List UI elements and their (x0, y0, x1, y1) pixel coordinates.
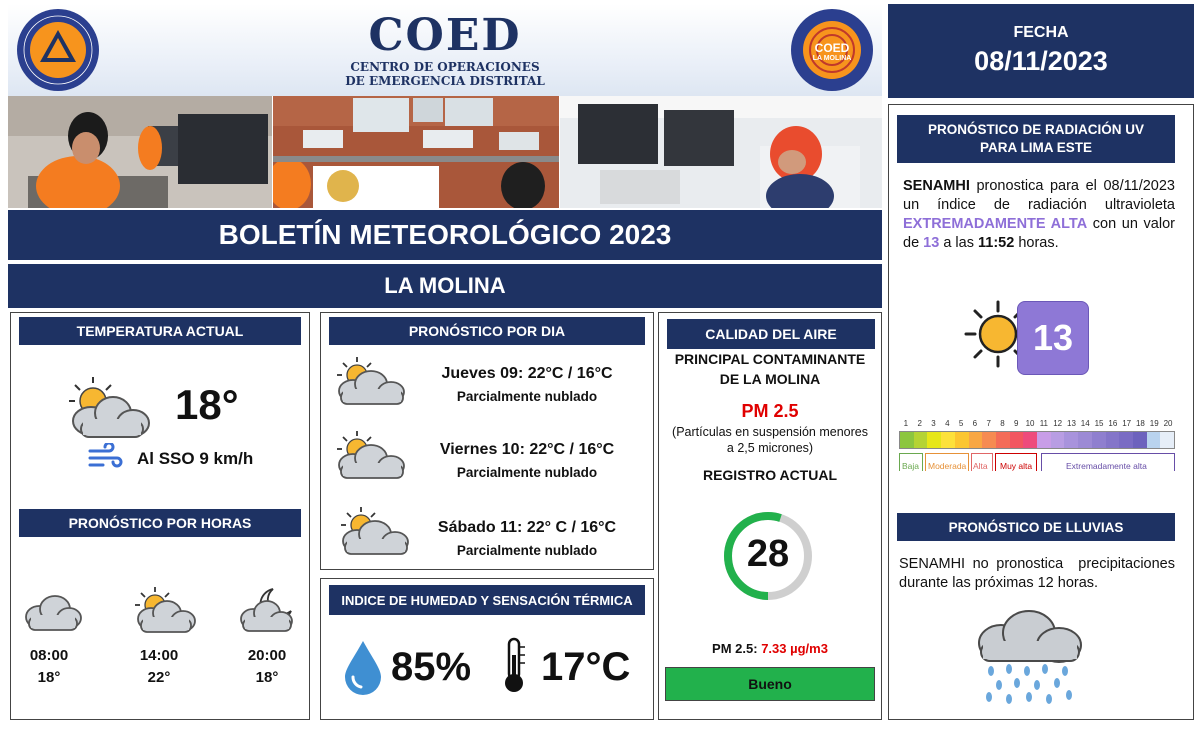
uv-legend-alta (971, 453, 993, 471)
coed-subtitle-1: CENTRO DE OPERACIONES (350, 60, 540, 74)
thermometer-icon (501, 637, 527, 695)
uv-scale-number: 17 (1122, 419, 1132, 428)
uv-legend-moderada (925, 453, 969, 471)
photo-control-room (273, 96, 559, 208)
pm-reading (659, 641, 881, 656)
night-cloudy-icon (235, 585, 297, 635)
air-quality-status: Bueno (665, 667, 875, 701)
aqi-value: 28 (746, 533, 790, 575)
uv-scale (895, 417, 1177, 477)
uv-scale-cell (1106, 432, 1120, 448)
uv-scale-cell (1133, 432, 1147, 448)
rain-text: SENAMHI no pronostica precipitaciones durante las próximas 12 horas. (899, 556, 1180, 591)
uv-scale-cell (1010, 432, 1024, 448)
uv-scale-number: 20 (1163, 419, 1173, 428)
hourly-temp-2: 22° (147, 669, 171, 686)
uv-rain-panel (888, 104, 1194, 720)
daily-title-1: Jueves 09: 22°C / 16°C (441, 365, 613, 382)
hourly-time-2: 14:00 (139, 647, 179, 664)
uv-scale-cell (1147, 432, 1161, 448)
uv-legend-extrema-text: Extremadamente alta (1066, 461, 1147, 471)
coed-subtitle-2: DE EMERGENCIA DISTRITAL (345, 74, 545, 88)
water-drop-icon (343, 639, 383, 695)
aqi-gauge (721, 509, 815, 603)
uv-scale-cell (1051, 432, 1065, 448)
wind-text: Al SSO 9 km/h (137, 449, 254, 468)
uv-desc-senamhi: SENAMHI (903, 178, 970, 194)
hourly-cloudy-icon (19, 593, 85, 633)
coed-logo (790, 8, 874, 92)
uv-index-badge: 13 (1017, 301, 1089, 375)
uv-scale-number: 13 (1067, 419, 1076, 428)
uv-desc-a: pronostica para el 08/11/2023 un índice de radiación ultravioleta (903, 178, 1175, 213)
pollutant-name: PM 2.5 (741, 401, 799, 421)
pollutant-desc-2: a 2,5 micrones) (726, 441, 814, 455)
uv-scale-number: 18 (1135, 419, 1145, 428)
photo-operators (8, 96, 272, 208)
uv-scale-bar (899, 431, 1175, 449)
uv-legend-baja (899, 453, 923, 471)
daily-desc-2: Parcialmente nublado (456, 465, 598, 480)
feels-like-value: 17°C (541, 645, 631, 689)
uv-legend-baja-text: Baja (902, 461, 920, 471)
pollutant-desc-1: (Partículas en suspensión menores (672, 425, 868, 439)
daily-forecast-panel (320, 312, 654, 570)
uv-scale-number: 8 (1000, 419, 1005, 428)
current-registry-label: REGISTRO ACTUAL (702, 467, 838, 483)
uv-header-2: PARA LIMA ESTE (979, 140, 1092, 155)
uv-scale-number: 10 (1025, 419, 1035, 428)
temperature-panel (10, 312, 310, 720)
uv-scale-cell (914, 432, 928, 448)
uv-desc-c: a las (939, 235, 978, 251)
uv-scale-cell (982, 432, 996, 448)
uv-scale-cell (969, 432, 983, 448)
current-temperature: 18° (175, 381, 239, 428)
uv-scale-number: 19 (1149, 419, 1159, 428)
humidity-value: 85% (391, 645, 472, 689)
uv-desc-level: EXTREMADAMENTE ALTA (903, 216, 1088, 232)
hourly-time-1: 08:00 (29, 647, 69, 664)
uv-scale-cell (1078, 432, 1092, 448)
uv-scale-cell (1037, 432, 1051, 448)
uv-scale-cell (1064, 432, 1078, 448)
uv-legend-extrema (1041, 453, 1175, 471)
uv-scale-number: 12 (1053, 419, 1063, 428)
daily-icon-1 (331, 355, 411, 407)
uv-scale-number: 16 (1108, 419, 1118, 428)
uv-header-1: PRONÓSTICO DE RADIACIÓN UV (927, 122, 1144, 137)
temperature-header: TEMPERATURA ACTUAL (19, 317, 301, 345)
daily-desc-3: Parcialmente nublado (456, 543, 598, 558)
air-quality-panel (658, 312, 882, 720)
uv-scale-numbers (899, 419, 1175, 431)
uv-scale-cell (1092, 432, 1106, 448)
uv-scale-number: 9 (1014, 419, 1019, 428)
date-value: 08/11/2023 (974, 46, 1108, 76)
pm-value: 7.33 µg/m3 (761, 641, 828, 656)
daily-title-3: Sábado 11: 22° C / 16°C (437, 519, 617, 536)
humidity-header: INDICE DE HUMEDAD Y SENSACIÓN TÉRMICA (329, 585, 645, 615)
daily-icon-3 (335, 505, 415, 557)
daily-desc-1: Parcialmente nublado (456, 389, 598, 404)
rain-header: PRONÓSTICO DE LLUVIAS (897, 513, 1175, 541)
uv-scale-number: 6 (972, 419, 978, 428)
hourly-header: PRONÓSTICO POR HORAS (19, 509, 301, 537)
pm-label: PM 2.5: (712, 641, 758, 656)
district-title: LA MOLINA (8, 264, 882, 308)
uv-legend-alta-text: Alta (973, 461, 988, 471)
partly-cloudy-icon (61, 375, 153, 441)
uv-scale-number: 7 (986, 419, 991, 428)
uv-scale-cell (927, 432, 941, 448)
daily-icon-2 (331, 429, 411, 481)
hourly-partly-cloudy-icon (129, 585, 199, 635)
uv-desc-time: 11:52 (978, 235, 1015, 251)
uv-scale-number: 2 (917, 419, 922, 428)
date-label: FECHA (1013, 24, 1069, 41)
hourly-temp-1: 18° (37, 669, 61, 686)
uv-header (897, 115, 1175, 163)
coed-logo-text: COED (814, 41, 850, 55)
coed-logo-sub: LA MOLINA (812, 55, 852, 62)
uv-legend-moderada-text: Moderada (928, 461, 967, 471)
uv-scale-cell (996, 432, 1010, 448)
uv-scale-number: 15 (1094, 419, 1104, 428)
uv-scale-number: 5 (958, 419, 964, 428)
uv-desc-b: con un valor de (903, 216, 1175, 251)
uv-scale-cell (955, 432, 969, 448)
uv-scale-number: 11 (1039, 419, 1049, 428)
humidity-panel (320, 578, 654, 720)
uv-scale-number: 4 (945, 419, 950, 428)
uv-scale-number: 1 (903, 419, 909, 428)
header-banner (8, 4, 882, 96)
rain-cloud-icon (971, 609, 1087, 705)
daily-header: PRONÓSTICO POR DIA (329, 317, 645, 345)
date-box (888, 4, 1194, 98)
principal-contaminant-1: PRINCIPAL CONTAMINANTE (674, 351, 866, 367)
uv-scale-number: 14 (1080, 419, 1090, 428)
bulletin-title: BOLETÍN METEOROLÓGICO 2023 (8, 210, 882, 260)
hourly-time-3: 20:00 (247, 647, 287, 664)
uv-desc-value: 13 (923, 235, 940, 251)
uv-desc-d: horas. (1014, 235, 1059, 251)
daily-title-2: Viernes 10: 22°C / 16°C (439, 441, 615, 458)
uv-description (903, 177, 1175, 253)
principal-contaminant-2: DE LA MOLINA (719, 371, 821, 387)
hourly-temp-3: 18° (255, 669, 279, 686)
uv-scale-cell (1023, 432, 1037, 448)
coed-title: COED (368, 10, 522, 61)
uv-legend-muy-alta (995, 453, 1037, 471)
uv-legend-muy-alta-text: Muy alta (1000, 461, 1033, 471)
air-quality-header: CALIDAD DEL AIRE (667, 319, 875, 349)
wind-icon (87, 443, 123, 471)
uv-scale-cell (1119, 432, 1133, 448)
photo-monitoring (560, 96, 882, 208)
uv-scale-cell (1160, 432, 1174, 448)
uv-scale-cell (900, 432, 914, 448)
uv-scale-number: 3 (931, 419, 936, 428)
uv-scale-cell (941, 432, 955, 448)
